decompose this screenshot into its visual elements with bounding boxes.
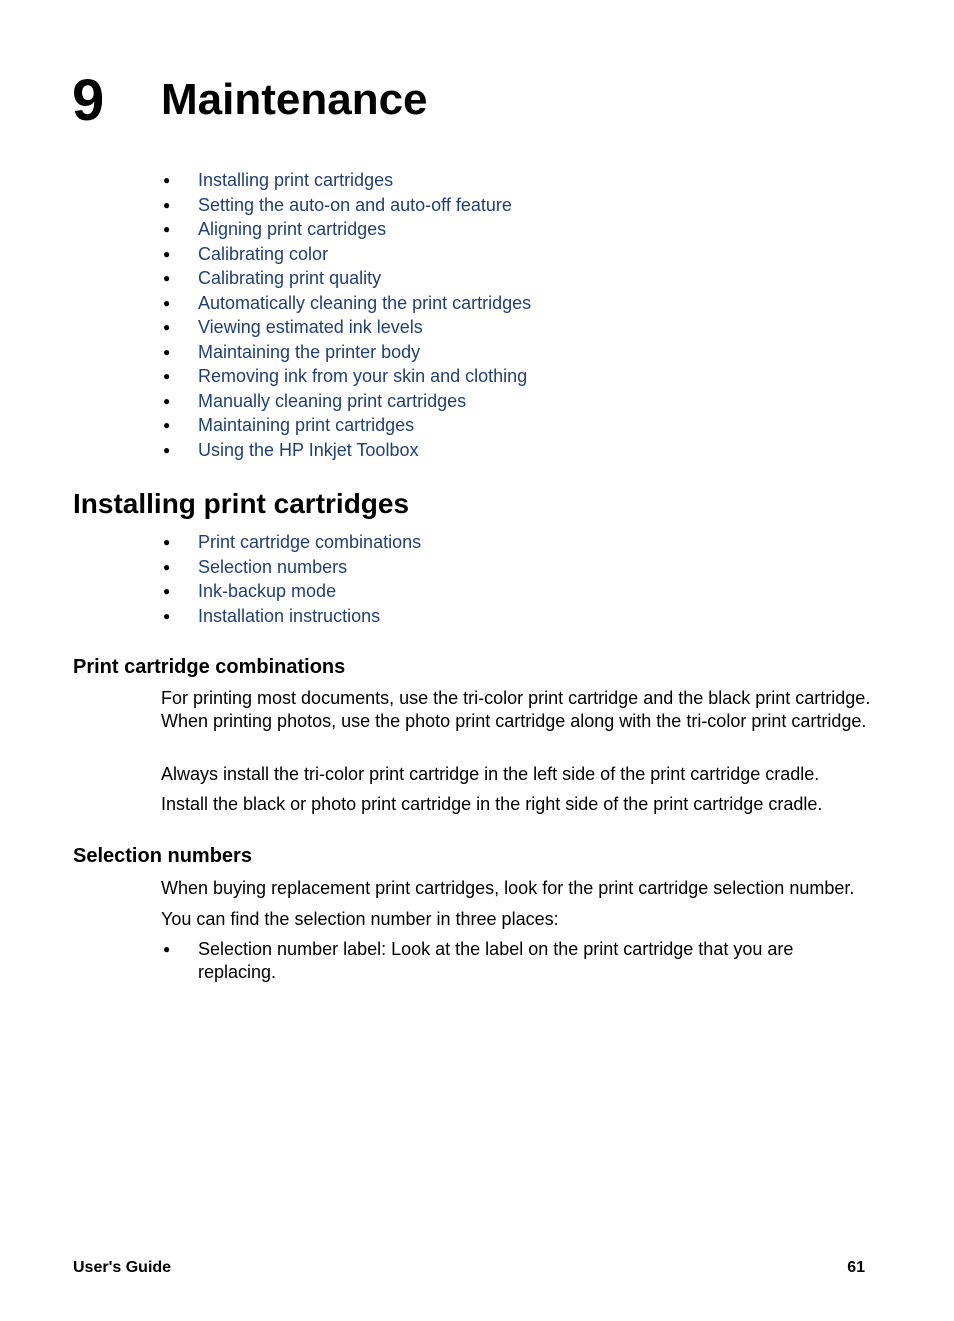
paragraph: You can find the selection number in three places: (161, 909, 559, 929)
footer-guide-title: User's Guide (73, 1259, 172, 1276)
bullet-icon: ● (163, 535, 171, 549)
toc-link-printer-body[interactable]: Maintaining the printer body (198, 341, 421, 362)
bullet-icon: ● (163, 222, 171, 236)
list-item (161, 555, 421, 580)
list-item (161, 242, 531, 267)
list-item (161, 938, 871, 983)
toc-link-maintaining-cartridges[interactable]: Maintaining print cartridges (198, 415, 415, 435)
section-link-selection-numbers[interactable]: Selection numbers (198, 556, 348, 577)
bullet-icon: ● (163, 173, 171, 187)
section-heading-installing: Installing print cartridges (73, 488, 410, 519)
bullet-icon: ● (163, 584, 171, 598)
list-item (161, 413, 531, 438)
toc-link-removing-ink[interactable]: Removing ink from your skin and clothing (198, 366, 528, 386)
list-item (161, 389, 531, 414)
list-item (161, 217, 531, 242)
section-toc (161, 530, 421, 628)
list-item (161, 438, 531, 463)
bullet-icon: ● (163, 320, 171, 334)
list-item (161, 604, 421, 629)
list-item (161, 530, 421, 555)
list-item (161, 168, 531, 193)
bullet-icon: ● (163, 608, 171, 623)
toc-link-toolbox[interactable]: Using the HP Inkjet Toolbox (198, 439, 419, 460)
list-item (161, 579, 421, 604)
toc-link-ink-levels[interactable]: Viewing estimated ink levels (198, 317, 423, 337)
bullet-icon: ● (163, 393, 171, 408)
bullet-icon: ● (163, 942, 171, 956)
toc-link-calibrating-color[interactable]: Calibrating color (198, 243, 329, 264)
toc-link-aligning[interactable]: Aligning print cartridges (198, 219, 387, 239)
chapter-title: Maintenance (161, 75, 428, 124)
page-number: 61 (847, 1259, 865, 1276)
section-link-combinations[interactable]: Print cartridge combinations (198, 532, 422, 552)
bullet-icon: ● (163, 295, 171, 310)
section-link-installation-instructions[interactable]: Installation instructions (198, 605, 381, 626)
toc-link-auto-on-off[interactable]: Setting the auto-on and auto-off feature (198, 194, 512, 215)
bullet-icon: ● (163, 369, 171, 383)
bullet-icon: ● (163, 344, 171, 359)
subheading-selection-numbers: Selection numbers (73, 845, 252, 867)
bullet-icon: ● (163, 271, 171, 285)
bullet-icon: ● (163, 559, 171, 574)
chapter-number: 9 (72, 68, 105, 133)
paragraph: Always install the tri-color print cartridge in the left side of the print cartridge cradle. (161, 764, 820, 784)
list-item (161, 364, 531, 389)
list-item (161, 266, 531, 291)
paragraph: Install the black or photo print cartridge in the right side of the print cartridge cradle. (161, 794, 823, 814)
toc-link-auto-cleaning[interactable]: Automatically cleaning the print cartridges (198, 292, 532, 313)
list-item (161, 340, 531, 365)
toc-link-manual-cleaning[interactable]: Manually cleaning print cartridges (198, 390, 467, 411)
list-item (161, 315, 531, 340)
bullet-icon: ● (163, 442, 171, 457)
paragraph: For printing most documents, use the tri-color print cartridge and the black print cartridge. When printing photos, use the photo print cartridge along with the tri-color print cartridge. (161, 688, 871, 731)
chapter-toc (161, 168, 531, 462)
toc-link-calibrating-quality[interactable]: Calibrating print quality (198, 268, 382, 288)
list-item (161, 193, 531, 218)
bullet-icon: ● (163, 246, 171, 261)
toc-link-installing[interactable]: Installing print cartridges (198, 170, 394, 190)
list-item (161, 291, 531, 316)
bullet-icon: ● (163, 418, 171, 432)
bullet-icon: ● (163, 197, 171, 212)
subheading-combinations: Print cartridge combinations (73, 656, 346, 678)
paragraph: When buying replacement print cartridges, look for the print cartridge selection number. (161, 878, 855, 898)
list-item-text: Selection number label: Look at the label on the print cartridge that you are replacing. (198, 939, 794, 982)
section-link-ink-backup[interactable]: Ink-backup mode (198, 581, 337, 601)
